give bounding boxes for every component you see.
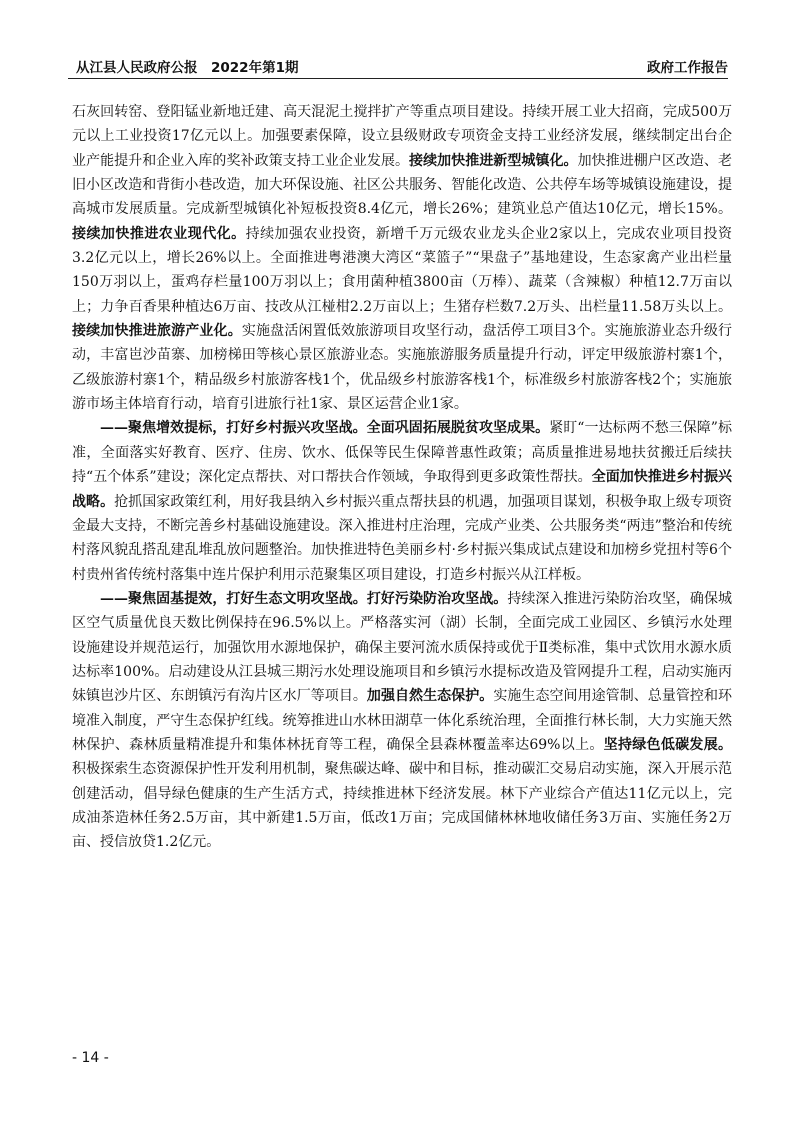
section-title: 政府工作报告 [647,60,728,76]
body-text: 抢抓国家政策红利，用好我县纳入乡村振兴重点帮扶县的机遇，加强项目谋划，积极争取上级专项资金最大支持，不断完善乡村基础设施建设。深入推进村庄治理，完成产业类、公共服务类“两违”整治和传统村落风貌乱搭乱建乱堆乱放问题整治。加快推进特色美丽乡村·乡村振兴集成试点建设和加榜乡党扭村等6个村贵州省传统村落集中连片保护利用示范聚集区项目建设，打造乡村振兴从江样板。 [72,493,733,583]
bulletin-title: 从江县人民政府公报 2022年第1期 [76,60,299,76]
bold-heading-text: 坚持绿色低碳发展。 [603,736,732,753]
paragraph [72,100,732,416]
bold-heading-text: ——聚焦增效提标，打好乡村振兴攻坚战。全面巩固拓展脱贫攻坚成果。 [100,420,550,437]
body-text: 紧盯“一达标两不愁三保障”标准，全面落实好教育、医疗、住房、饮水、低保等民生保障普惠性政策；高质量推进易地扶贫搬迁后续扶持“五个体系”建设；深化定点帮扶、对口帮扶合作领域，争取得到更多政策性帮扶。 [72,420,732,486]
page-number: - 14 - [72,1050,109,1066]
page-header [68,52,728,79]
body-text: 持续加强农业投资，新增千万元级农业龙头企业2家以上，完成农业项目投资3.2亿元以上，增长26%以上。全面推进粤港澳大湾区“菜篮子”“果盘子”基地建设，生态家禽产业出栏量150万羽以上，蛋鸡存栏量100万羽以上；食用菌种植3800亩（万棒）、蔬菜（含辣椒）种植12.7万亩以上；力争百香果种植达6万亩、技改从江椪柑2.2万亩以上；生猪存栏数7.2万头、出栏量11.58万头以上。 [72,225,732,315]
bold-heading-text: 加强自然生态保护。 [366,688,494,705]
bold-heading-text: 全面加快推进乡村振兴战略。 [72,469,733,510]
body-text: 加快推进棚户区改造、老旧小区改造和背街小巷改造，加大环保设施、社区公共服务、智能化改造、公共停车场等城镇设施建设，提高城市发展质量。完成新型城镇化补短板投资8.4亿元，增长26%；建筑业总产值达10亿元，增长15%。 [72,152,733,218]
document-body [72,100,732,855]
body-text: 石灰回转窑、登阳锰业新地迁建、高天混泥土搅拌扩产等重点项目建设。持续开展工业大招商，完成500万元以上工业投资17亿元以上。加强要素保障，设立县级财政专项资金支持工业经济发展，继续制定出台企业产能提升和企业入库的奖补政策支持工业企业发展。 [72,104,732,169]
body-text: 持续深入推进污染防治攻坚，确保城区空气质量优良天数比例保持在96.5%以上。严格落实河（湖）长制，全面完成工业园区、乡镇污水处理设施建设并规范运行，加强饮用水源地保护，确保主要河流水质保持或优于Ⅱ类标准，集中式饮用水源水质达标率100%。启动建设从江县城三期污水处理设施项目和乡镇污水提标改造及管网提升工程，启动实施丙妹镇岜沙片区、东朗镇污有沟片区水厂等项目。 [72,590,733,705]
paragraph [72,416,732,586]
bold-heading-text: 接续加快推进旅游产业化。 [72,323,242,340]
bold-heading-text: 接续加快推进农业现代化。 [72,225,246,242]
body-text: 积极探索生态资源保护性开发利用机制，聚焦碳达峰、碳中和目标，推动碳汇交易启动实施，深入开展示范创建活动，倡导绿色健康的生产生活方式，持续推进林下经济发展。林下产业综合产值达11亿元以上，完成油茶造林任务2.5万亩，其中新建1.5万亩，低改1万亩；完成国储林林地收储任务3万亩、实施任务2万亩、授信放贷1.2亿元。 [72,761,732,851]
body-text: 实施盘活闲置低效旅游项目攻坚行动，盘活停工项目3个。实施旅游业态升级行动，丰富岜沙苗寨、加榜梯田等核心景区旅游业态。实施旅游服务质量提升行动，评定甲级旅游村寨1个，乙级旅游村寨1个，精品级乡村旅游客栈1个，优品级乡村旅游客栈1个，标准级乡村旅游客栈2个；实施旅游市场主体培育行动，培育引进旅行社1家、景区运营企业1家。 [72,323,733,413]
bold-heading-text: 接续加快推进新型城镇化。 [409,152,578,169]
paragraph [72,587,732,855]
body-text: 实施生态空间用途管制、总量管控和环境准入制度，严守生态保护红线。统筹推进山水林田湖草一体化系统治理，全面推行林长制，大力实施天然林保护、森林质量精准提升和集体林抚育等工程，确保全县森林覆盖率达69%以上。 [72,688,733,753]
bold-heading-text: ——聚焦固基提效，打好生态文明攻坚战。打好污染防治攻坚战。 [100,590,508,607]
